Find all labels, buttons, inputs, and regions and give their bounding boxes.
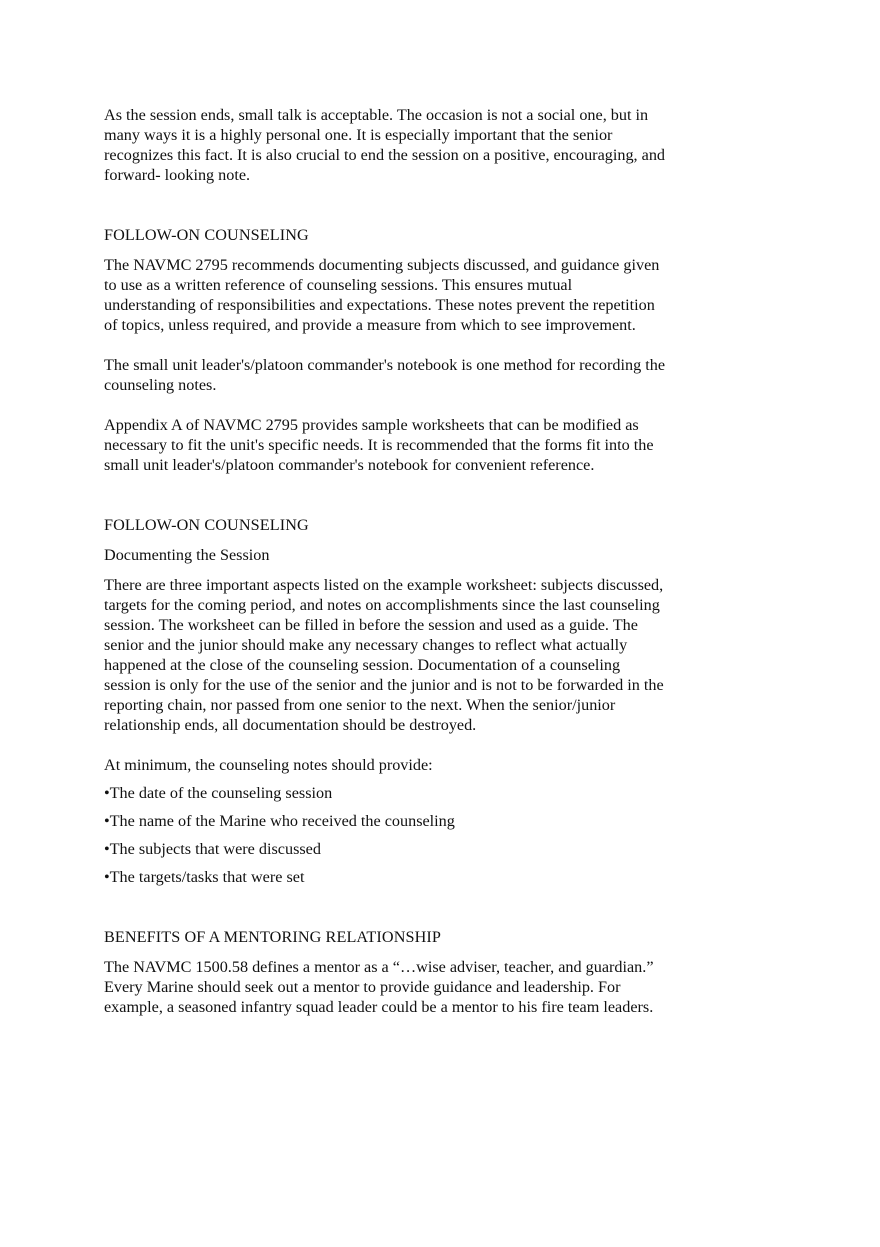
text-line: recognizes this fact. It is also crucial to end the session on a positive, encouraging, and: [104, 146, 666, 164]
text-line: •The date of the counseling session: [104, 784, 333, 802]
text-line: of topics, unless required, and provide a measure from which to see improvement.: [104, 316, 636, 334]
text-line: •The subjects that were discussed: [104, 840, 321, 858]
text-line: small unit leader's/platoon commander's notebook for convenient reference.: [104, 456, 595, 474]
text-line: •The name of the Marine who received the counseling: [104, 812, 455, 830]
heading-spacer: [104, 565, 724, 575]
text-line: necessary to fit the unit's specific needs. It is recommended that the forms fit into the: [104, 436, 654, 454]
followon-paragraph-3: [104, 415, 724, 475]
section-spacer: [104, 185, 724, 225]
text-line: Every Marine should seek out a mentor to provide guidance and leadership. For: [104, 978, 621, 996]
bullet-spacer: [104, 775, 724, 783]
text-line: The NAVMC 1500.58 defines a mentor as a “…wise adviser, teacher, and guardian.”: [104, 958, 654, 976]
documenting-paragraph-2: [104, 755, 724, 775]
text-line: forward- looking note.: [104, 166, 251, 184]
closing-paragraph: [104, 105, 724, 185]
text-line: •The targets/tasks that were set: [104, 868, 305, 886]
bullet-item: [104, 811, 724, 831]
text-line: session is only for the use of the senior and the junior and is not to be forwarded in the: [104, 676, 664, 694]
bullet-item: [104, 783, 724, 803]
heading-spacer: [104, 535, 724, 545]
heading-spacer: [104, 947, 724, 957]
paragraph-spacer: [104, 735, 724, 755]
bullet-spacer: [104, 831, 724, 839]
mentoring-paragraph: [104, 957, 724, 1017]
section-heading: FOLLOW-ON COUNSELING: [104, 226, 309, 244]
followon-paragraph-1: [104, 255, 724, 335]
text-line: to use as a written reference of counseling sessions. This ensures mutual: [104, 276, 573, 294]
text-line: many ways it is a highly personal one. It is especially important that the senior: [104, 126, 613, 144]
text-line: Documenting the Session: [104, 546, 270, 564]
text-line: senior and the junior should make any necessary changes to reflect what actually: [104, 636, 628, 654]
text-line: session. The worksheet can be filled in before the session and used as a guide. The: [104, 616, 638, 634]
text-line: targets for the coming period, and notes on accomplishments since the last counseling: [104, 596, 660, 614]
text-line: At minimum, the counseling notes should provide:: [104, 756, 433, 774]
text-line: The NAVMC 2795 recommends documenting subjects discussed, and guidance given: [104, 256, 660, 274]
section-heading: FOLLOW-ON COUNSELING: [104, 516, 309, 534]
section-heading: BENEFITS OF A MENTORING RELATIONSHIP: [104, 928, 441, 946]
bullet-item: [104, 839, 724, 859]
section-subheading: [104, 545, 724, 565]
paragraph-spacer: [104, 395, 724, 415]
section-spacer: [104, 475, 724, 515]
paragraph-spacer: [104, 335, 724, 355]
followon-paragraph-2: [104, 355, 724, 395]
text-line: Appendix A of NAVMC 2795 provides sample worksheets that can be modified as: [104, 416, 639, 434]
text-line: As the session ends, small talk is acceptable. The occasion is not a social one, but in: [104, 106, 649, 124]
text-line: happened at the close of the counseling session. Documentation of a counseling: [104, 656, 621, 674]
text-line: example, a seasoned infantry squad leader could be a mentor to his fire team leaders.: [104, 998, 654, 1016]
bullet-item: [104, 867, 724, 887]
text-line: There are three important aspects listed on the example worksheet: subjects discussed,: [104, 576, 664, 594]
bullet-spacer: [104, 803, 724, 811]
text-line: relationship ends, all documentation should be destroyed.: [104, 716, 477, 734]
section-spacer: [104, 887, 724, 927]
heading-spacer: [104, 245, 724, 255]
text-line: understanding of responsibilities and expectations. These notes prevent the repetition: [104, 296, 655, 314]
bullet-spacer: [104, 859, 724, 867]
text-line: reporting chain, nor passed from one senior to the next. When the senior/junior: [104, 696, 616, 714]
text-line: counseling notes.: [104, 376, 217, 394]
document-page: [104, 105, 724, 1017]
text-line: The small unit leader's/platoon commander's notebook is one method for recording the: [104, 356, 666, 374]
documenting-paragraph-1: [104, 575, 724, 735]
